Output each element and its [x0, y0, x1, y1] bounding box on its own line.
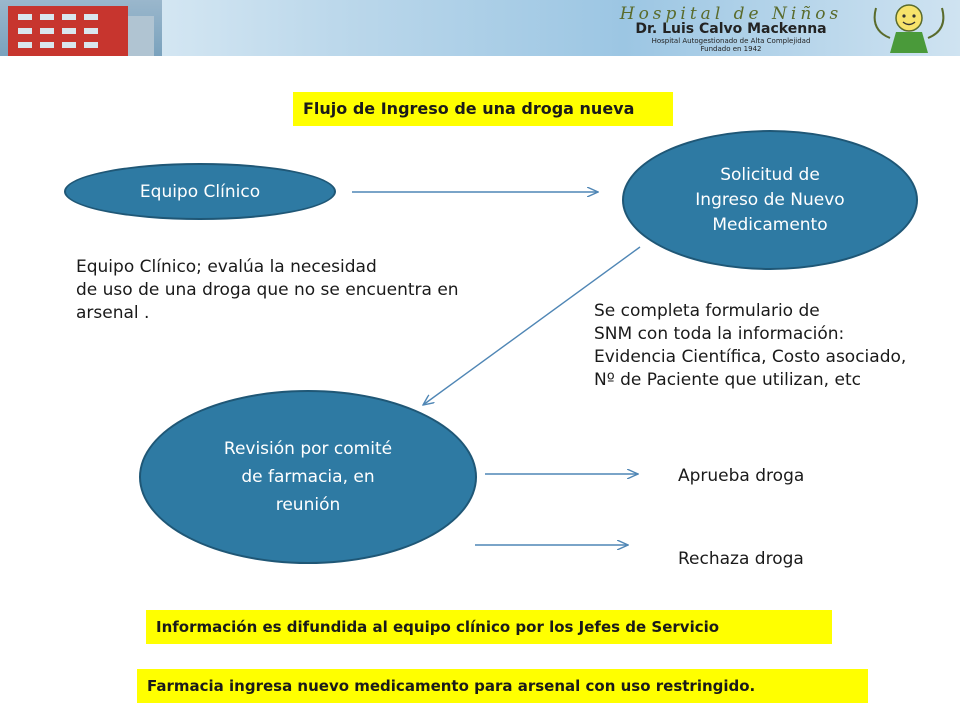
note-difusion: Información es difundida al equipo clínico por los Jefes de Servicio: [146, 610, 832, 644]
note-farmacia: Farmacia ingresa nuevo medicamento para arsenal con uso restringido.: [137, 669, 868, 703]
node-solicitud-label: Solicitud de Ingreso de Nuevo Medicamento: [695, 164, 845, 235]
node-revision-label: Revisión por comité de farmacia, en reunión: [223, 439, 393, 515]
outcome-rechaza: Rechaza droga: [678, 549, 804, 569]
node-solicitud: [622, 130, 918, 270]
logo-subtitle-line2: Fundado en 1942: [700, 45, 762, 53]
logo-title: Hospital de Niños: [619, 4, 843, 24]
solicitud-description: Se completa formulario de SNM con toda la información: Evidencia Científica, Costo asociado, Nº de Paciente que utilizan, etc: [594, 301, 907, 390]
diagram-title: Flujo de Ingreso de una droga nueva: [293, 92, 673, 126]
outcome-aprueba: Aprueba droga: [678, 466, 805, 486]
node-equipo-clinico: [64, 163, 336, 220]
node-equipo-clinico-label: Equipo Clínico: [139, 181, 261, 202]
logo-subtitle-line1: Hospital Autogestionado de Alta Complejidad: [651, 37, 811, 45]
node-revision: [139, 390, 477, 564]
equipo-description: Equipo Clínico; evalúa la necesidad de uso de una droga que no se encuentra en arsenal .: [76, 257, 459, 323]
logo-name: Dr. Luis Calvo Mackenna: [635, 21, 827, 37]
